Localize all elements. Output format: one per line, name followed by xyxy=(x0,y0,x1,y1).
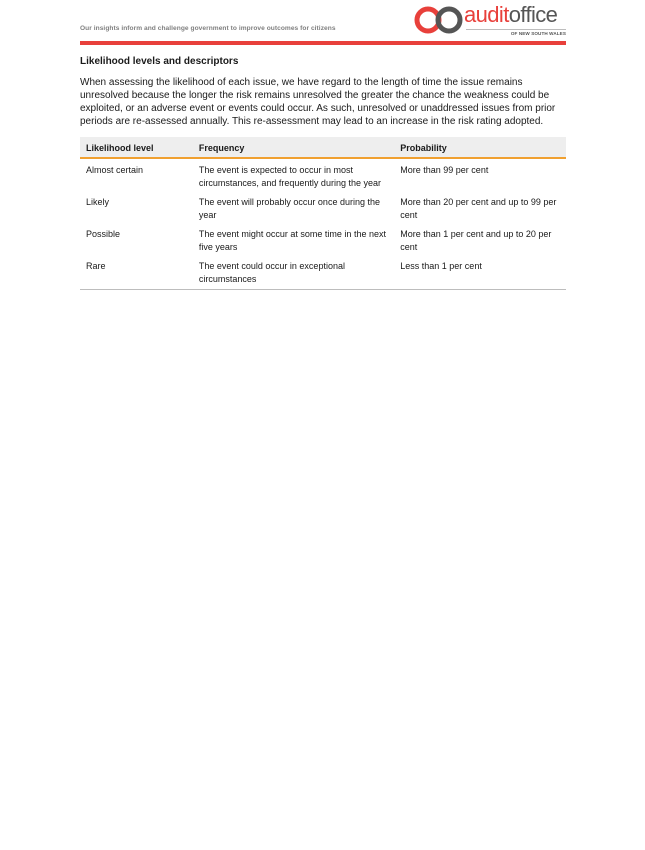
cell-frequency: The event will probably occur once during the year xyxy=(198,197,380,220)
cell-level: Likely xyxy=(86,197,110,207)
table-header-row xyxy=(80,137,566,158)
cell-frequency: The event might occur at some time in the next five years xyxy=(198,229,386,252)
logo-rings-icon xyxy=(414,5,464,35)
section-intro: When assessing the likelihood of each issue, we have regard to the length of time the issue remains unresolved because the longer the risk remains unresolved the greater the chance the weakness could be exploited, or an adverse event or events could occur. As such, unresolved or unaddressed issues from prior periods are re-assessed annually. This re-assessment may lead to an increase in the risk rating adopted. xyxy=(80,77,556,127)
main-content xyxy=(80,55,566,290)
logo-wordmark xyxy=(464,2,557,28)
header-tagline: Our insights inform and challenge government to improve outcomes for citizens xyxy=(80,25,336,32)
cell-probability: Less than 1 per cent xyxy=(394,255,566,290)
column-header-level: Likelihood level xyxy=(80,137,193,158)
cell-level: Possible xyxy=(86,229,121,239)
cell-level: Rare xyxy=(80,255,193,290)
logo-subtitle: OF NEW SOUTH WALES xyxy=(510,31,566,36)
table-row xyxy=(80,158,566,191)
audit-office-logo xyxy=(414,4,566,38)
logo-word-office: office xyxy=(508,2,558,27)
logo-divider xyxy=(466,29,566,30)
table-row xyxy=(80,255,566,290)
cell-frequency: The event could occur in exceptional circumstances xyxy=(193,255,394,290)
section-heading: Likelihood levels and descriptors xyxy=(80,56,239,67)
column-header-probability: Probability xyxy=(394,137,566,158)
table-row xyxy=(80,191,566,223)
cell-probability: More than 1 per cent and up to 20 per cent xyxy=(400,229,552,252)
cell-frequency: The event is expected to occur in most circumstances, and frequently during the year xyxy=(198,165,381,188)
cell-probability: More than 20 per cent and up to 99 per cent xyxy=(400,197,557,220)
cell-level: Almost certain xyxy=(86,165,144,175)
logo-word-audit: audit xyxy=(464,2,509,27)
header-rule xyxy=(80,41,566,45)
page-header xyxy=(80,0,566,46)
table-row xyxy=(80,223,566,255)
cell-probability: More than 99 per cent xyxy=(400,165,489,175)
column-header-frequency: Frequency xyxy=(193,137,394,158)
likelihood-table xyxy=(80,137,566,290)
